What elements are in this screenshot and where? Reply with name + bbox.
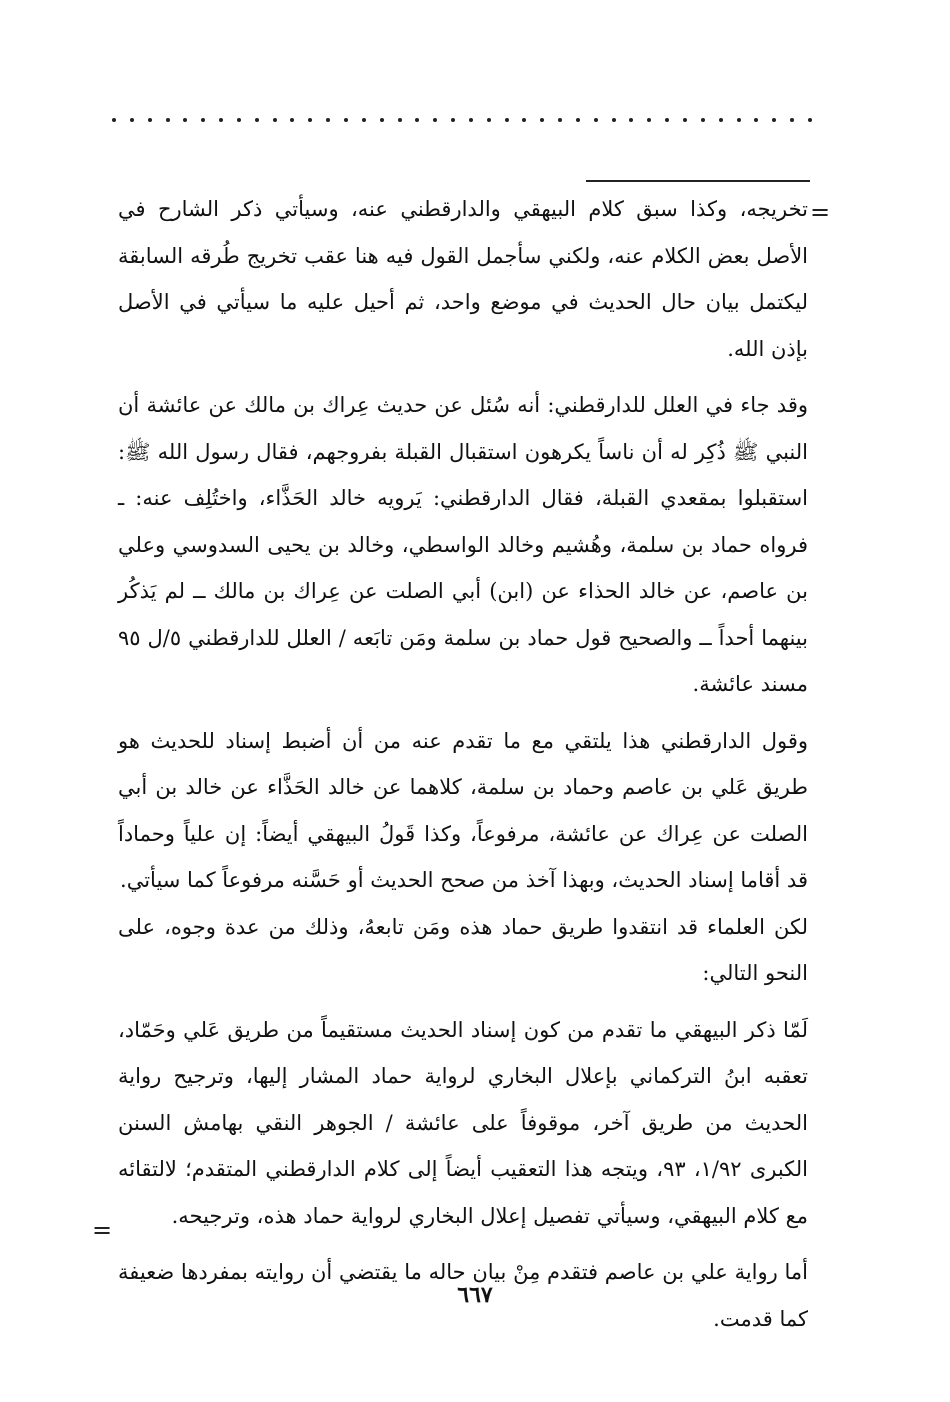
footnote-separator-line xyxy=(586,180,810,182)
continuation-mark-bottom: = xyxy=(92,1216,113,1244)
header-dot xyxy=(576,118,580,122)
page-number: ٦٦٧ xyxy=(457,1282,493,1308)
header-dot xyxy=(647,118,651,122)
header-dot xyxy=(433,118,437,122)
header-dot xyxy=(594,118,598,122)
footnote-paragraph-3: وقول الدارقطني هذا يلتقي مع ما تقدم عنه من أن أضبط إسناد للحديث هو طريق عَلي بن عاصم وحماد بن سلمة، كلاهما عن خالد الحَذَّاء عن خالد بن أبي الصلت عن عِراك عن عائشة، مرفوعاً، وكذا قَولُ البيهقي أيضاً: إن علياً وحماداً قد أقاما إسناد الحديث، وبهذا آخذ من صحح الحديث أو حَسَّنه مرفوعاً كما سيأتي. xyxy=(118,728,808,892)
continuation-mark-top: = xyxy=(810,198,831,226)
header-dot xyxy=(166,118,170,122)
header-dot xyxy=(130,118,134,122)
footnote-paragraph-5: لَمّا ذكر البيهقي ما تقدم من كون إسناد الحديث مستقيماً من طريق عَلي وحَمّاد، تعقبه ابنُ التركماني بإعلال البخاري لرواية حماد المشار إليها، وترجيح رواية الحديث من طريق آخر، موقوفاً على عائشة / الجوهر النقي بهامش السنن الكبرى ١/٩٢، ٩٣، ويتجه هذا التعقيب أيضاً إلى كلام الدارقطني المتقدم؛ لالتقائه مع كلام البيهقي، وسيأتي تفصيل إعلال البخاري لرواية حماد هذه، وترجيحه. xyxy=(118,1017,809,1228)
header-dot xyxy=(344,118,348,122)
header-dot xyxy=(683,118,687,122)
header-dot xyxy=(362,118,366,122)
header-dot xyxy=(415,118,419,122)
header-dot xyxy=(505,118,509,122)
header-dot xyxy=(308,118,312,122)
header-dotted-rule xyxy=(112,112,812,128)
header-dot xyxy=(629,118,633,122)
header-dot xyxy=(451,118,455,122)
footnote-text-block xyxy=(118,186,808,1342)
footnote-paragraph-2: وقد جاء في العلل للدارقطني: أنه سُئل عن حديث عِراك بن مالك عن عائشة أن النبي ﷺ ذُكِر له أن ناساً يكرهون استقبال القبلة بفروجهم، فقال رسول الله ﷺ: استقبلوا بمقعدي القبلة، فقال الدارقطني: يَرويه خالد الحَذَّاء، واختُلِف عنه: ـ فرواه حماد بن سلمة، وهُشيم وخالد الواسطي، وخالد بن يحيى السدوسي وعلي بن عاصم، عن خالد الحذاء عن (ابن) أبي الصلت عن عِراك بن مالك ــ لم يَذكُر بينهما أحداً ــ والصحيح قول حماد بن سلمة ومَن تابَعه / العلل للدارقطني ٥/ل ٩٥ مسند عائشة. xyxy=(118,393,808,696)
header-dot xyxy=(737,118,741,122)
header-dot xyxy=(487,118,491,122)
header-dot xyxy=(522,118,526,122)
header-dot xyxy=(112,118,116,122)
footnote-paragraph-1: تخريجه، وكذا سبق كلام البيهقي والدارقطني عنه، وسيأتي ذكر الشارح في الأصل بعض الكلام عنه، ولكني سأجمل القول فيه هنا عقب تخريج طُرقه السابقة ليكتمل بيان حال الحديث في موضع واحد، ثم أحيل عليه ما سيأتي في الأصل بإذن الله. xyxy=(118,197,808,361)
header-dot xyxy=(701,118,705,122)
header-dot xyxy=(665,118,669,122)
header-dot xyxy=(201,118,205,122)
header-dot xyxy=(148,118,152,122)
header-dot xyxy=(808,118,812,122)
footnote-paragraph-6: أما رواية علي بن عاصم فتقدم مِنْ بيان حاله ما يقتضي أن روايته بمفردها ضعيفة كما قدمت. xyxy=(118,1260,808,1331)
header-dot xyxy=(255,118,259,122)
header-dot xyxy=(540,118,544,122)
header-dot xyxy=(237,118,241,122)
header-dot xyxy=(183,118,187,122)
header-dot xyxy=(558,118,562,122)
header-dot xyxy=(219,118,223,122)
header-dot xyxy=(612,118,616,122)
header-dot xyxy=(380,118,384,122)
header-dot xyxy=(290,118,294,122)
header-dot xyxy=(469,118,473,122)
header-dot xyxy=(772,118,776,122)
header-dot xyxy=(273,118,277,122)
footnote-paragraph-4: لكن العلماء قد انتقدوا طريق حماد هذه ومَن تابعهُ، وذلك من عدة وجوه، على النحو التالي: xyxy=(118,914,808,985)
header-dot xyxy=(398,118,402,122)
header-dot xyxy=(326,118,330,122)
header-dot xyxy=(790,118,794,122)
header-dot xyxy=(754,118,758,122)
header-dot xyxy=(719,118,723,122)
